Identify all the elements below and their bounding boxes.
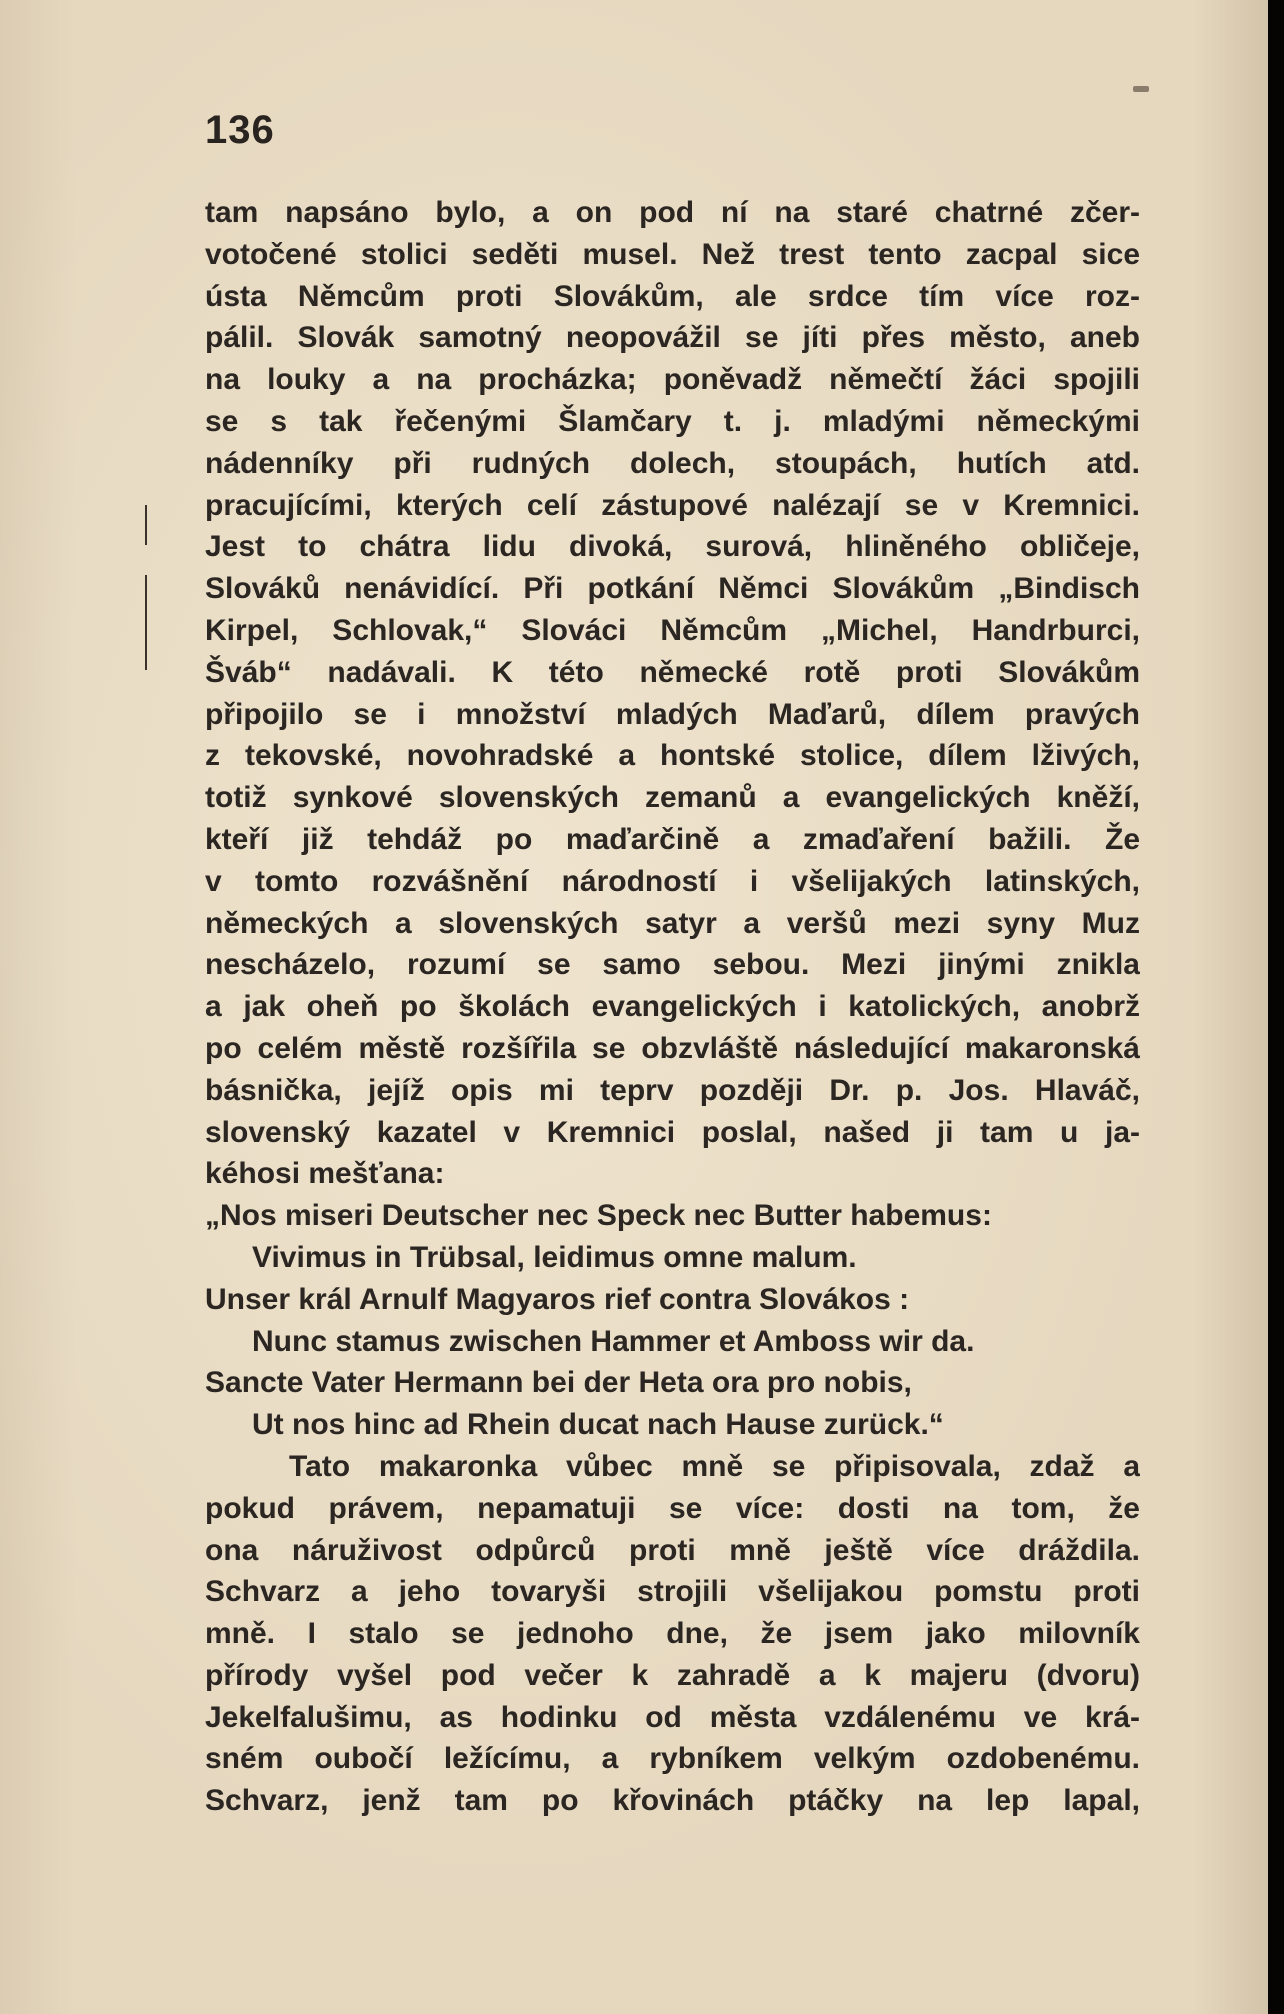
text-line: z tekovské, novohradské a hontské stolice, dílem lživých, — [205, 739, 1140, 773]
text-line: ústa Němcům proti Slovákům, ale srdce tím více roz- — [205, 279, 1140, 313]
text-line: pálil. Slovák samotný neopovážil se jíti přes město, aneb — [205, 321, 1140, 355]
text-line: a jak oheň po školách evangelických i katolických, anobrž — [205, 990, 1140, 1024]
poem-line: Ut nos hinc ad Rhein ducat nach Hause zurück.“ — [252, 1408, 944, 1442]
text-line: Šváb“ nadávali. K této německé rotě proti Slovákům — [205, 655, 1140, 689]
text-line: kéhosi mešťana: — [205, 1157, 445, 1191]
text-line: pracujícími, kterých celí zástupové nalézají se v Kremnici. — [205, 488, 1140, 522]
poem-line: Unser král Arnulf Magyaros rief contra Slovákos : — [205, 1282, 910, 1316]
text-line: ona náruživost odpůrců proti mně ještě více dráždila. — [205, 1533, 1140, 1567]
text-line: sném oubočí ležícímu, a rybníkem velkým ozdobenému. — [205, 1742, 1140, 1776]
text-line: mně. I stalo se jednoho dne, že jsem jako milovník — [205, 1617, 1140, 1651]
corner-smudge — [1133, 86, 1149, 92]
text-line: připojilo se i množství mladých Maďarů, dílem pravých — [205, 697, 1140, 731]
margin-pencil-mark — [145, 575, 147, 670]
text-line: nádenníky při rudných dolech, stoupách, hutích atd. — [205, 446, 1140, 480]
text-line: nescházelo, rozumí se samo sebou. Mezi jinými znikla — [205, 948, 1140, 982]
text-line: totiž synkové slovenských zemanů a evangelických kněží, — [205, 781, 1140, 815]
paragraph-2 — [205, 1446, 1140, 1822]
text-line: tam napsáno bylo, a on pod ní na staré chatrné zčer- — [205, 196, 1140, 229]
margin-pencil-mark — [145, 505, 147, 545]
poem-line: Vivimus in Trübsal, leidimus omne malum. — [252, 1240, 857, 1274]
text-line: německých a slovenských satyr a veršů mezi syny Muz — [205, 906, 1140, 940]
poem-line: Nunc stamus zwischen Hammer et Amboss wir da. — [252, 1324, 975, 1358]
text-line: Slováků nenávidící. Při potkání Němci Slovákům „Bindisch — [205, 572, 1140, 606]
text-line: Jekelfalušimu, as hodinku od města vzdálenému ve krá- — [205, 1700, 1140, 1734]
page-edge-shadow — [1268, 0, 1284, 2014]
page-number: 136 — [205, 108, 275, 152]
text-line: na louky a na procházka; poněvadž němečtí žáci spojili — [205, 363, 1140, 397]
poem-line: „Nos miseri Deutscher nec Speck nec Butter habemus: — [205, 1199, 992, 1233]
text-line: Schvarz a jeho tovaryši strojili všelijakou pomstu proti — [205, 1575, 1140, 1609]
paragraph-1 — [205, 192, 1140, 1195]
text-line: v tomto rozvášnění národností i všelijakých latinských, — [205, 864, 1140, 898]
text-line: Kirpel, Schlovak,“ Slováci Němcům „Michel, Handrburci, — [205, 613, 1140, 647]
text-line: Schvarz, jenž tam po křovinách ptáčky na lep lapal, — [205, 1784, 1140, 1818]
text-line: pokud právem, nepamatuji se více: dosti na tom, že — [205, 1491, 1140, 1525]
text-line: votočené stolici seděti musel. Než trest tento zacpal sice — [205, 237, 1140, 271]
text-line: kteří již tehdáž po maďarčině a zmaďaření bažili. Že — [205, 822, 1140, 856]
text-line: Jest to chátra lidu divoká, surová, hliněného obličeje, — [205, 530, 1140, 564]
text-line: básnička, jejíž opis mi teprv později Dr. p. Jos. Hlaváč, — [205, 1073, 1140, 1107]
text-line: přírody vyšel pod večer k zahradě a k majeru (dvoru) — [205, 1658, 1140, 1692]
poem-line: Sancte Vater Hermann bei der Heta ora pro nobis, — [205, 1366, 912, 1400]
text-line: po celém městě rozšířila se obzvláště následující makaronská — [205, 1031, 1140, 1065]
text-line: slovenský kazatel v Kremnici poslal, našed ji tam u ja- — [205, 1115, 1140, 1149]
poem — [205, 1195, 1140, 1446]
body-text — [205, 192, 1140, 1822]
text-line: Tato makaronka vůbec mně se připisovala, zdaž a — [289, 1449, 1140, 1483]
text-line: se s tak řečenými Šlamčary t. j. mladými německými — [205, 404, 1140, 438]
